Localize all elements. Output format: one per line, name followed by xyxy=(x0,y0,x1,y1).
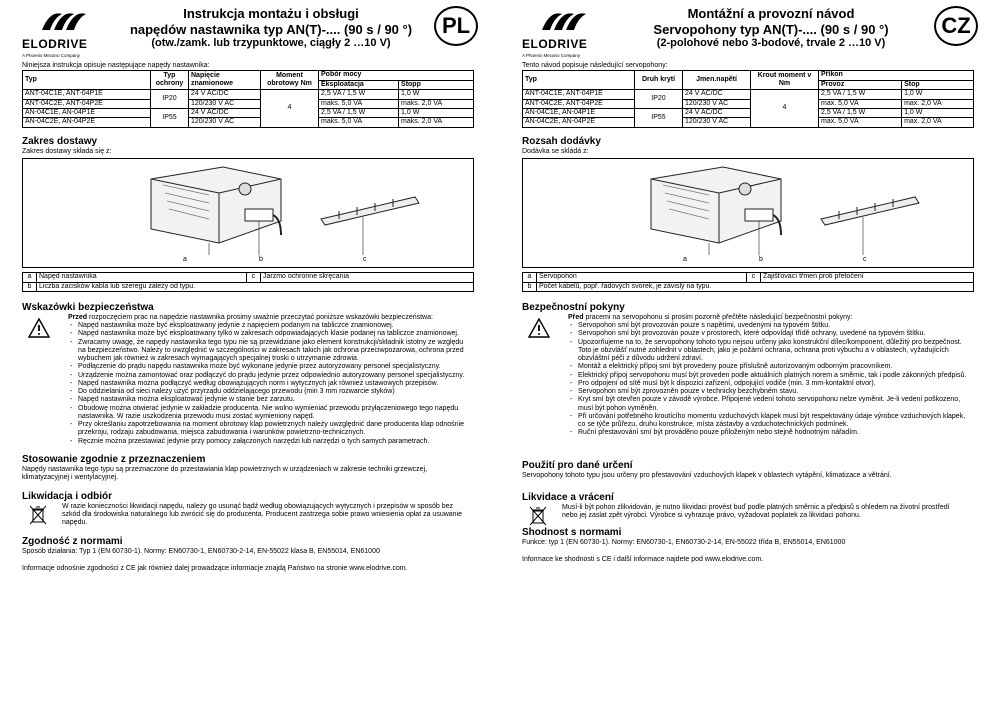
cell-ip: IP20 xyxy=(151,90,189,109)
delivery-figure xyxy=(22,158,474,268)
cell-op: 2,5 VA / 1,5 W xyxy=(319,90,399,99)
safety-intro-bold: Před xyxy=(568,313,584,321)
legend-table xyxy=(522,272,974,292)
safety-intro: pracemi na servopohonu si prosím pozorně přečtěte následující bezpečnostní pokyny: xyxy=(583,313,853,321)
cell-voltage: 120/230 V AC xyxy=(683,99,751,108)
cell-op: maks. 5,0 VA xyxy=(319,118,399,127)
legend-key: c xyxy=(247,273,261,282)
list-item: - Podłączenie do prądu napędu nastawnika może być wykonane jedynie przez autoryzowany personel specjalistyczny. xyxy=(68,363,468,371)
legend-text: Jarzmo ochronne skręcania xyxy=(261,273,474,282)
usage-title: Použití pro dané určení xyxy=(522,459,633,471)
cell-type: AN-04C2E, AN-04P2E xyxy=(523,118,635,127)
th-ip: Druh krytí xyxy=(635,71,683,90)
safety-intro-bold: Przed xyxy=(68,313,88,321)
cell-stop: max. 2,0 VA xyxy=(902,99,974,108)
list-item: - Przy określaniu zapotrzebowania na moment obrotowy klap powietrznych należy uwzględnić dane producenta klap odnośnie przekroju, rodzaju zabudowania, miejsca zabudowania i warunków powietrzno-technicznych. xyxy=(68,421,468,438)
title-block xyxy=(116,6,426,50)
elodrive-logo-icon xyxy=(540,8,586,32)
warning-icon xyxy=(528,318,550,338)
table-row xyxy=(23,99,474,108)
title-3: (otw./zamk. lub trzypunktowe, ciągły 2 …10 V) xyxy=(151,37,391,50)
cell-ip: IP20 xyxy=(635,90,683,109)
safety-body xyxy=(568,314,968,438)
elodrive-logo-icon xyxy=(40,8,86,32)
cell-op: 2,5 VA / 1,5 W xyxy=(819,90,902,99)
page-pl xyxy=(16,0,496,701)
spec-table xyxy=(22,70,474,127)
brand-sub: A Phoenix Mecano Company xyxy=(522,53,581,59)
table-row xyxy=(523,99,974,108)
brand-name: ELODRIVE xyxy=(22,36,88,51)
label-c: c xyxy=(363,256,367,264)
cell-type: AN-04C1E, AN-04P1E xyxy=(523,108,635,117)
crossed-bin-icon xyxy=(530,506,546,526)
th-torque: Krout moment v Nm xyxy=(751,71,819,90)
th-type: Typ xyxy=(23,71,151,90)
label-b: b xyxy=(759,256,763,264)
disposal-section xyxy=(522,504,992,521)
delivery-figure xyxy=(522,158,974,268)
cell-voltage: 120/230 V AC xyxy=(189,118,261,127)
cell-stop: maks. 2,0 VA xyxy=(399,118,474,127)
cell-type: ANT-04C1E, ANT-04P1E xyxy=(523,90,635,99)
list-item: - Napęd nastawnika można eksploatować jedynie w stanie bez zarzutu. xyxy=(68,396,468,404)
crossed-bin-icon xyxy=(30,505,46,525)
list-item: - Servopohon smí být provozován pouze s napětími, uvedenými na typovém štítku. xyxy=(568,322,968,330)
usage-title: Stosowanie zgodnie z przeznaczeniem xyxy=(22,453,206,465)
th-voltage: Jmen.napětí xyxy=(683,71,751,90)
th-type: Typ xyxy=(523,71,635,90)
disposal-section xyxy=(22,503,496,528)
ce-text: Informacje odnośnie zgodności z CE jak również dalej prowadzące informacje znajdą Państwo na stronie www.elodrive.com. xyxy=(22,565,408,573)
logo xyxy=(522,8,622,59)
standards-text: Funkce: typ 1 (EN 60730-1). Normy: EN60730-1, EN60730-2-14, EN-55022 třída B, EN55014, EN61000 xyxy=(522,538,846,546)
th-op: Eksploatacja xyxy=(319,80,399,89)
list-item: - Zwracamy uwagę, że napędy nastawnika tego typu nie są przewidziane jako element konstrukcji/składnik istotny ze względu na bezpieczeństwo. Należy to uwzględnić w szczególności w zakresach takich jak ochrona przeciwpożarowa, ochrona przed wybuchem jak również w zakresach wymagających specjalnej troski o utrzymanie zdrowia. xyxy=(68,339,468,364)
table-row xyxy=(523,118,974,127)
delivery-sub: Dodávka se skládá z: xyxy=(522,147,589,155)
list-item: - Elektrický přípoj servopohonu musí být proveden podle aktuálních platných norem a směrnic, tak i podle zákonných předpisů. xyxy=(568,372,968,380)
delivery-title: Zakres dostawy xyxy=(22,135,98,147)
label-a: a xyxy=(183,256,187,264)
table-row xyxy=(23,90,474,99)
list-item: - Montáž a elektrický přípoj smí být provedeny pouze příslušně autorizovaným odborným pracovníkem. xyxy=(568,363,968,371)
list-item: - Napęd nastawnika może być eksploatowany tylko w zakresach odpowiadających klasie podanej na tabliczce znamionowej. xyxy=(68,330,468,338)
logo xyxy=(22,8,122,59)
list-item: - Při určování potřebného kroutícího momentu vzduchových klapek musí být respektovány údaje výrobce vzduchových klapek, co se týče průřezu, druhu konstrukce, místa zástavby a vzduchotechnických podmínek. xyxy=(568,413,968,430)
language-badge: CZ xyxy=(934,6,978,46)
list-item: - Kryt smí být otevřen pouze v závodě výrobce. Připojené vedení tohoto servopohonu nelze vyměnit. Je-li vedení poškozeno, musí být pohon vyměněn. xyxy=(568,396,968,413)
label-c: c xyxy=(863,256,867,264)
actuator-drawing-icon xyxy=(23,159,475,269)
legend-key: b xyxy=(23,282,37,291)
cell-voltage: 120/230 V AC xyxy=(683,118,751,127)
table-row xyxy=(23,108,474,117)
cell-voltage: 24 V AC/DC xyxy=(189,108,261,117)
intro: Niniejsza instrukcja opisuje następujące napędy nastawnika: xyxy=(22,62,210,69)
legend-key: a xyxy=(23,273,37,282)
list-item: - Upozorňujeme na to, že servopohony tohoto typu nejsou určeny jako konstrukční dílec/komponent, důležitý pro bezpečnost. Toto je obzvlášť nutné zohlednit v oblastech, jako je požární ochrana, ochrana proti výbuchu a v oblastech, vyžadujících obzvláštní péči z důvodu udržení zdraví. xyxy=(568,339,968,364)
safety-list xyxy=(568,322,968,438)
cell-stop: maks. 2,0 VA xyxy=(399,99,474,108)
cell-type: ANT-04C2E, ANT-04P2E xyxy=(523,99,635,108)
spec-table xyxy=(522,70,974,127)
header xyxy=(16,0,496,62)
cell-ip: IP55 xyxy=(635,108,683,127)
legend-text: Napęd nastawnika xyxy=(37,273,247,282)
list-item: - Ruční přestavování smí být prováděno pouze přiloženým nebo stejně hodnotným nářadím. xyxy=(568,429,968,437)
language-badge: PL xyxy=(434,6,478,46)
cell-voltage: 24 V AC/DC xyxy=(683,90,751,99)
safety-list xyxy=(68,322,468,446)
safety-section xyxy=(522,314,992,438)
title-1: Instrukcja montażu i obsługi xyxy=(183,6,359,21)
safety-intro: rozpoczęciem prac na napędzie nastawnika prosimy uważnie przeczytać poniższe wskazówki bezpieczeństwa: xyxy=(87,313,433,321)
header xyxy=(516,0,992,62)
th-torque: Moment obrotowy Nm xyxy=(261,71,319,90)
list-item: - Obudowę można otwierać jedynie w zakładzie producenta. Nie wolno wymieniać przewodu przyłączeniowego tego napędu nastawnika. W razie uszkodzenia przewodu musi zostać wymieniony napęd. xyxy=(68,405,468,422)
label-b: b xyxy=(259,256,263,264)
title-2: Servopohony typ AN(T)-.... (90 s / 90 °) xyxy=(653,21,889,37)
cell-op: maks. 5,0 VA xyxy=(319,99,399,108)
cell-voltage: 24 V AC/DC xyxy=(189,90,261,99)
legend-table xyxy=(22,272,474,292)
table-row xyxy=(23,118,474,127)
legend-key: c xyxy=(747,273,761,282)
actuator-drawing-icon xyxy=(523,159,975,269)
cell-op: 2,5 VA / 1,5 W xyxy=(319,108,399,117)
disposal-title: Likvidace a vrácení xyxy=(522,492,614,504)
legend-text: Servopohon xyxy=(537,273,747,282)
legend-key: a xyxy=(523,273,537,282)
cell-type: AN-04C1E, AN-04P1E xyxy=(23,108,151,117)
th-stop: Stopp xyxy=(399,80,474,89)
th-op: Provoz xyxy=(819,80,902,89)
cell-voltage: 120/230 V AC xyxy=(189,99,261,108)
title-block xyxy=(616,6,926,50)
disposal-text: W razie konieczności likwidacji napędu, należy go usunąć bądź według obowiązujących wytycznych i przepisów w sposób bez szkód dla środowiska naturalnego lub zwrócić się do producenta. Producent zastrzega sobie prawo wniesienia opłat za usuwanie napędu. xyxy=(62,502,463,527)
list-item: - Pro odpojení od sítě musí být k dispozici zařízení, odpojující vodiče (min. 3 mm-kontaktní otvor). xyxy=(568,380,968,388)
disposal-title: Likwidacja i odbiór xyxy=(22,490,113,502)
th-power: Příkon xyxy=(819,71,974,80)
cell-stop: 1,0 W xyxy=(399,90,474,99)
legend-text: Počet kabelů, popř. řadových svorek, je závislý na typu. xyxy=(537,282,974,291)
list-item: - Ręcznie można przestawiać jedynie przy pomocy załączonych narzędzi lub narzędzi o tych samych parametrach. xyxy=(68,438,468,446)
cell-stop: 1,0 W xyxy=(902,90,974,99)
cell-stop: 1,0 W xyxy=(399,108,474,117)
cell-torque: 4 xyxy=(751,90,819,128)
list-item: - Servopohon smí být zprovozněn pouze v technicky bezchybném stavu. xyxy=(568,388,968,396)
th-stop: Stop xyxy=(902,80,974,89)
cell-voltage: 24 V AC/DC xyxy=(683,108,751,117)
legend-text: Liczba zacisków kabla lub szeregu zależy od typu. xyxy=(37,282,474,291)
page-cz xyxy=(516,0,992,701)
delivery-sub: Zakres dostawy składa się z: xyxy=(22,147,112,155)
safety-section xyxy=(22,314,496,446)
cell-torque: 4 xyxy=(261,90,319,128)
list-item: - Napęd nastawnika może być eksploatowany jedynie z napięciem podanym na tabliczce znamionowej. xyxy=(68,322,468,330)
delivery-title: Rozsah dodávky xyxy=(522,135,601,147)
brand-name: ELODRIVE xyxy=(522,36,588,51)
ce-text: Informace ke shodnosti s CE i další informace najdete pod www.elodrive.com. xyxy=(522,556,764,564)
title-2: napędów nastawnika typ AN(T)-.... (90 s / 90 °) xyxy=(129,21,413,37)
list-item: - Napęd nastawnika można podłączyć według obowiązujących norm i wytycznych jak również ustawowych przepisów. xyxy=(68,380,468,388)
standards-text: Sposób działania: Typ 1 (EN 60730-1). Normy: EN60730-1, EN60730-2-14, EN-55022 klasa B, EN55014, EN61000 xyxy=(22,547,380,555)
legend-key: b xyxy=(523,282,537,291)
table-row xyxy=(523,90,974,99)
standards-title: Shodnost s normami xyxy=(522,526,622,538)
th-voltage: Napięcie znamionowe xyxy=(189,71,261,90)
cell-op: max. 5,0 VA xyxy=(819,118,902,127)
usage-text: Napędy nastawnika tego typu są przeznaczone do przestawiania klap powietrznych w urządzeniach w zakresie techniki grzewczej, klimatyzacyjnej i wentylacyjnej. xyxy=(22,465,428,482)
cell-stop: 1,0 W xyxy=(902,108,974,117)
list-item: - Do oddzielania od sieci należy użyć przyrządu oddzielającego przewodu (min 3 mm rozwarcie styków) xyxy=(68,388,468,396)
intro: Tento návod popisuje následující servopohony: xyxy=(522,62,668,69)
cell-op: 2,5 VA / 1,5 W xyxy=(819,108,902,117)
th-power: Pobór mocy xyxy=(319,71,474,80)
list-item: - Servopohon smí být provozován pouze v prostorech, které odpovídají třídě ochrany, uvedené na typovém štítku. xyxy=(568,330,968,338)
title-1: Montážní a provozní návod xyxy=(687,6,855,21)
safety-title: Wskazówki bezpieczeństwa xyxy=(22,301,154,313)
brand-sub: A Phoenix Mecano Company xyxy=(22,53,81,59)
list-item: - Urządzenie można zamontować oraz podłączyć do prądu jedynie przez odpowiednio autoryzowany personel specjalistyczny. xyxy=(68,372,468,380)
cell-stop: max. 2,0 VA xyxy=(902,118,974,127)
table-row xyxy=(523,108,974,117)
safety-body xyxy=(68,314,468,446)
usage-text: Servopohony tohoto typu jsou určeny pro přestavování vzduchových klapek v oblastech vytápění, klimatizace a větrání. xyxy=(522,471,892,479)
cell-type: ANT-04C2E, ANT-04P2E xyxy=(23,99,151,108)
title-3: (2-polohové nebo 3-bodové, trvale 2 …10 V) xyxy=(656,37,886,50)
legend-text: Zajišťovací třmen proti přetočení xyxy=(761,273,974,282)
cell-op: max. 5,0 VA xyxy=(819,99,902,108)
cell-ip: IP55 xyxy=(151,108,189,127)
warning-icon xyxy=(28,318,50,338)
label-a: a xyxy=(683,256,687,264)
safety-title: Bezpečnostní pokyny xyxy=(522,301,625,313)
standards-title: Zgodność z normami xyxy=(22,535,123,547)
cell-type: AN-04C2E, AN-04P2E xyxy=(23,118,151,127)
disposal-text: Musí-li být pohon zlikvidován, je nutno likvidaci provést buď podle platných směrnic a předpisů s ohledem na životní prostředí nebo jej zaslat zpět výrobci. Výrobce si vyhrazuje právo, vyžadovat poplatek za likvidaci pohonu. xyxy=(562,504,950,520)
cell-type: ANT-04C1E, ANT-04P1E xyxy=(23,90,151,99)
th-ip: Typ ochrony xyxy=(151,71,189,90)
